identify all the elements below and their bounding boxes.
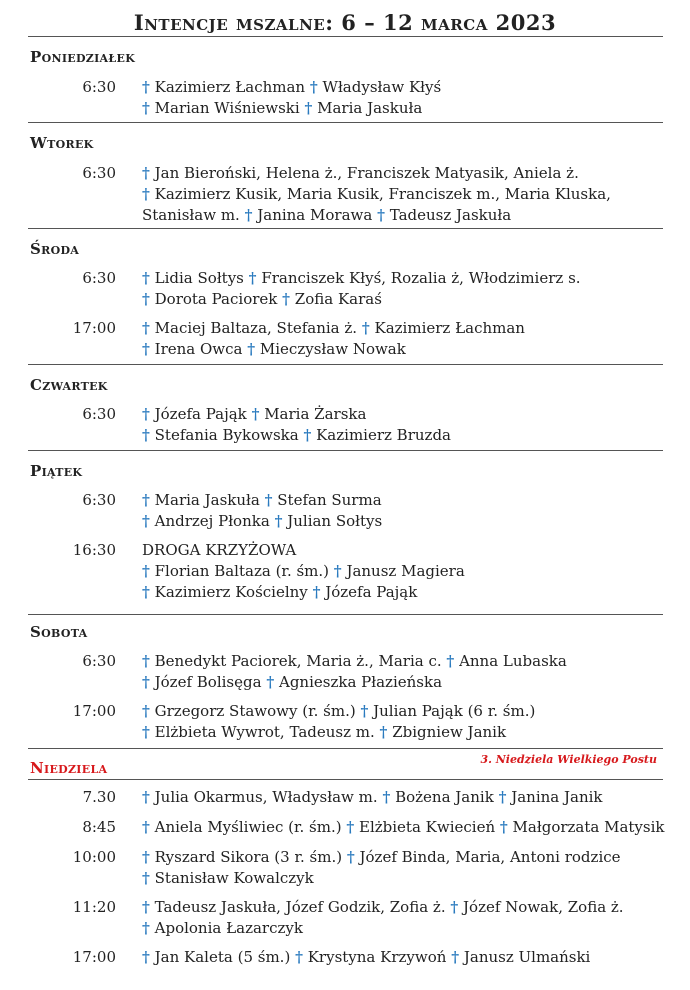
- intention-line: [142, 582, 465, 603]
- intention-name: Kazimierz Bruzda: [316, 426, 451, 444]
- cross-icon: †: [142, 898, 150, 916]
- intention-line: [142, 268, 581, 289]
- intention-name: Kazimierz Kusik, Maria Kusik, Franciszek m., Maria Kluska,: [154, 185, 611, 203]
- intention-name: Józefa Pająk: [325, 583, 418, 601]
- intention-name: Zofia Karaś: [294, 290, 382, 308]
- divider: [28, 122, 663, 123]
- intention-list: [142, 540, 465, 603]
- cross-icon: †: [142, 78, 150, 96]
- cross-icon: †: [303, 426, 312, 444]
- intention-name: Grzegorz Stawowy (r. śm.): [154, 702, 356, 720]
- intention-name: Benedykt Paciorek, Maria ż., Maria c.: [154, 652, 442, 670]
- intention-list: [142, 817, 665, 838]
- cross-icon: †: [142, 919, 150, 937]
- cross-icon: †: [142, 426, 150, 444]
- intention-line: [142, 289, 581, 310]
- intention-name: Maria Żarska: [264, 405, 367, 423]
- divider: [28, 748, 663, 749]
- mass-time: 6:30: [82, 78, 116, 96]
- intention-name: Julia Okarmus, Władysław m.: [154, 788, 378, 806]
- intention-list: [142, 701, 535, 743]
- mass-time: 6:30: [82, 405, 116, 423]
- intention-name: Kazimierz Łachman: [154, 78, 306, 96]
- day-heading-thursday: Czwartek: [30, 376, 108, 394]
- intention-line: [142, 722, 535, 743]
- mass-time: 10:00: [72, 848, 116, 866]
- divider: [28, 36, 663, 37]
- mass-time: 6:30: [82, 164, 116, 182]
- intention-line: [142, 318, 525, 339]
- intention-name: Janina Morawa: [257, 206, 373, 224]
- intention-list: [142, 490, 382, 532]
- intention-line: [142, 817, 665, 838]
- intention-list: [142, 77, 441, 119]
- intention-name: Józef Nowak, Zofia ż.: [463, 898, 624, 916]
- divider: [28, 364, 663, 365]
- intention-name: Zbigniew Janik: [392, 723, 507, 741]
- intention-line: [142, 98, 441, 119]
- cross-icon: †: [282, 290, 291, 308]
- intention-name: Franciszek Kłyś, Rozalia ż, Włodzimierz s.: [261, 269, 581, 287]
- intention-name: Tadeusz Jaskuła, Józef Godzik, Zofia ż.: [154, 898, 446, 916]
- cross-icon: †: [451, 948, 460, 966]
- intention-line: [142, 540, 465, 561]
- cross-icon: †: [142, 512, 150, 530]
- cross-icon: †: [142, 818, 150, 836]
- intention-name: Stanisław m.: [142, 206, 240, 224]
- cross-icon: †: [346, 818, 355, 836]
- intention-name: Julian Pająk (6 r. śm.): [373, 702, 536, 720]
- cross-icon: †: [266, 673, 275, 691]
- cross-icon: †: [251, 405, 260, 423]
- intention-name: Stefania Bykowska: [154, 426, 299, 444]
- intention-name: DROGA KRZYŻOWA: [142, 541, 297, 559]
- cross-icon: †: [142, 673, 150, 691]
- intention-name: Bożena Janik: [395, 788, 494, 806]
- intention-name: Irena Owca: [154, 340, 243, 358]
- day-heading-wednesday: Środa: [30, 240, 80, 258]
- intention-name: Krystyna Krzywoń: [307, 948, 447, 966]
- intention-line: [142, 184, 611, 205]
- divider: [28, 779, 663, 780]
- cross-icon: †: [142, 340, 150, 358]
- day-heading-tuesday: Wtorek: [30, 134, 94, 152]
- intention-line: [142, 651, 567, 672]
- intention-line: [142, 163, 611, 184]
- mass-time: 6:30: [82, 491, 116, 509]
- cross-icon: †: [450, 898, 459, 916]
- intention-name: Marian Wiśniewski: [154, 99, 300, 117]
- mass-time: 6:30: [82, 652, 116, 670]
- intention-name: Anna Lubaska: [459, 652, 567, 670]
- intention-name: Stanisław Kowalczyk: [154, 869, 314, 887]
- intention-line: [142, 77, 441, 98]
- day-heading-monday: Poniedziałek: [30, 48, 136, 66]
- intention-list: [142, 651, 567, 693]
- intention-name: Aniela Myśliwiec (r. śm.): [154, 818, 342, 836]
- cross-icon: †: [142, 269, 150, 287]
- mass-time: 7.30: [82, 788, 116, 806]
- intention-name: Władysław Kłyś: [322, 78, 442, 96]
- cross-icon: †: [142, 562, 150, 580]
- intention-name: Kazimierz Łachman: [374, 319, 525, 337]
- intention-list: [142, 947, 590, 968]
- intention-list: [142, 897, 624, 939]
- intention-list: [142, 268, 581, 310]
- intention-line: [142, 947, 590, 968]
- intention-name: Elżbieta Kwiecień: [359, 818, 496, 836]
- cross-icon: †: [309, 78, 318, 96]
- cross-icon: †: [142, 702, 150, 720]
- intention-name: Janina Janik: [511, 788, 603, 806]
- intention-name: Józef Bolisęga: [154, 673, 262, 691]
- cross-icon: †: [142, 583, 150, 601]
- intention-name: Mieczysław Nowak: [259, 340, 406, 358]
- cross-icon: †: [244, 206, 253, 224]
- intention-name: Janusz Magiera: [346, 562, 465, 580]
- intention-name: Dorota Paciorek: [154, 290, 278, 308]
- intention-name: Kazimierz Kościelny: [154, 583, 308, 601]
- mass-time: 8:45: [82, 818, 116, 836]
- intention-name: Julian Sołtys: [287, 512, 383, 530]
- cross-icon: †: [264, 491, 273, 509]
- cross-icon: †: [274, 512, 283, 530]
- intention-name: Stefan Surma: [277, 491, 382, 509]
- intention-name: Janusz Ulmański: [463, 948, 591, 966]
- cross-icon: †: [142, 869, 150, 887]
- intention-name: Andrzej Płonka: [154, 512, 270, 530]
- cross-icon: †: [304, 99, 313, 117]
- cross-icon: †: [247, 340, 256, 358]
- intention-name: Agnieszka Płazieńska: [278, 673, 443, 691]
- intention-list: [142, 163, 611, 226]
- intention-name: Józef Binda, Maria, Antoni rodzice: [359, 848, 621, 866]
- intention-name: Maria Jaskuła: [154, 491, 260, 509]
- intention-line: [142, 205, 611, 226]
- day-heading-saturday: Sobota: [30, 623, 88, 641]
- cross-icon: †: [379, 723, 388, 741]
- cross-icon: †: [142, 319, 150, 337]
- cross-icon: †: [142, 491, 150, 509]
- mass-time: 17:00: [72, 948, 116, 966]
- intention-line: [142, 404, 451, 425]
- intention-name: Maciej Baltaza, Stefania ż.: [154, 319, 358, 337]
- day-heading-sunday: Niedziela: [30, 759, 108, 777]
- cross-icon: †: [360, 702, 369, 720]
- divider: [28, 228, 663, 229]
- cross-icon: †: [142, 185, 150, 203]
- intention-name: Jan Bieroński, Helena ż., Franciszek Matyasik, Aniela ż.: [154, 164, 579, 182]
- intention-line: [142, 868, 621, 889]
- intention-name: Florian Baltaza (r. śm.): [154, 562, 330, 580]
- intention-name: Małgorzata Matysik: [512, 818, 665, 836]
- intention-name: Elżbieta Wywrot, Tadeusz m.: [154, 723, 375, 741]
- intention-name: Ryszard Sikora (3 r. śm.): [154, 848, 343, 866]
- intention-name: Lidia Sołtys: [154, 269, 244, 287]
- cross-icon: †: [142, 723, 150, 741]
- intention-line: [142, 425, 451, 446]
- cross-icon: †: [333, 562, 342, 580]
- mass-time: 16:30: [72, 541, 116, 559]
- cross-icon: †: [142, 948, 150, 966]
- intention-name: Jan Kaleta (5 śm.): [154, 948, 291, 966]
- intention-line: [142, 672, 567, 693]
- cross-icon: †: [382, 788, 391, 806]
- cross-icon: †: [346, 848, 355, 866]
- intention-line: [142, 490, 382, 511]
- cross-icon: †: [142, 290, 150, 308]
- intention-line: [142, 787, 603, 808]
- cross-icon: †: [295, 948, 303, 966]
- mass-time: 6:30: [82, 269, 116, 287]
- intention-line: [142, 511, 382, 532]
- mass-time: 17:00: [72, 319, 116, 337]
- cross-icon: †: [142, 848, 150, 866]
- intention-list: [142, 318, 525, 360]
- intention-list: [142, 847, 621, 889]
- cross-icon: †: [142, 99, 150, 117]
- cross-icon: †: [499, 818, 508, 836]
- cross-icon: †: [248, 269, 257, 287]
- intention-list: [142, 404, 451, 446]
- cross-icon: †: [361, 319, 370, 337]
- intention-line: [142, 339, 525, 360]
- intention-line: [142, 897, 624, 918]
- cross-icon: †: [377, 206, 385, 224]
- liturgical-note: 3. Niedziela Wielkiego Postu: [480, 753, 657, 766]
- cross-icon: †: [142, 788, 150, 806]
- mass-time: 11:20: [72, 898, 116, 916]
- intention-line: [142, 561, 465, 582]
- mass-time: 17:00: [72, 702, 116, 720]
- cross-icon: †: [142, 405, 150, 423]
- divider: [28, 450, 663, 451]
- intention-line: [142, 918, 624, 939]
- day-heading-friday: Piątek: [30, 462, 83, 480]
- intention-name: Maria Jaskuła: [317, 99, 423, 117]
- cross-icon: †: [498, 788, 507, 806]
- intention-name: Józefa Pająk: [154, 405, 247, 423]
- cross-icon: †: [142, 164, 150, 182]
- cross-icon: †: [312, 583, 321, 601]
- page-title: Intencje mszalne: 6 – 12 marca 2023: [133, 10, 557, 35]
- intention-name: Apolonia Łazarczyk: [154, 919, 303, 937]
- divider: [28, 614, 663, 615]
- intention-name: Tadeusz Jaskuła: [389, 206, 512, 224]
- intention-list: [142, 787, 603, 808]
- intention-line: [142, 701, 535, 722]
- cross-icon: †: [142, 652, 150, 670]
- intention-line: [142, 847, 621, 868]
- cross-icon: †: [446, 652, 455, 670]
